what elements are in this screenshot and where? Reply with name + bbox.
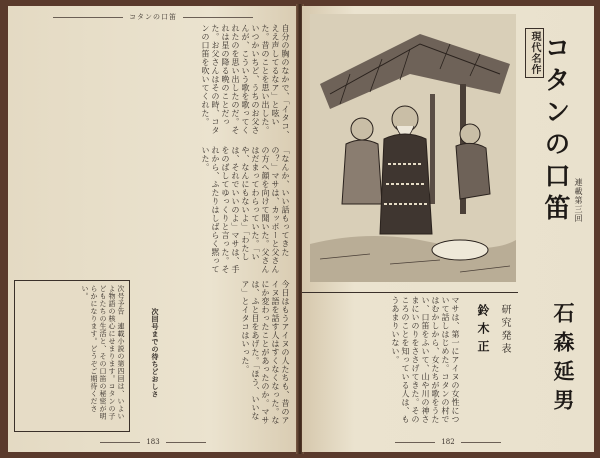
story-illustration — [310, 14, 516, 282]
story-title: コタンの口笛 — [540, 34, 570, 226]
right-page — [302, 6, 594, 452]
body-text-lower: 今日はもうアイヌの人たちも、昔のアイヌ語を話す人はすくなくなった。なにか変わったことがあったのか。マサは、ふと目をあげた。「ほう、いいなア」とイタコはいった。 — [241, 280, 290, 425]
running-head: コタンの口笛 — [8, 12, 298, 22]
notice-box — [14, 280, 130, 432]
research-byline — [462, 302, 518, 432]
body-text-upper: 自分の胸のなかで、「イタコ、ええ声してるなア」と呟いた。昔のことを思い出した。いつかいちど、うちのお父さんが、こういう歌を歌ってくれたのを思い出したのだ。それは星の降る晩のことだった。お父さんはその時、コタンの口笛を吹いてくれた。 — [201, 24, 290, 139]
author-block — [526, 302, 586, 442]
page-number-right: 182 — [302, 438, 594, 446]
research-heading: 研究発表 — [499, 304, 510, 356]
next-issue-heading — [130, 308, 160, 428]
title-block — [518, 28, 584, 288]
author-name: 石森延男 — [551, 302, 576, 418]
research-author: 鈴木正 — [476, 304, 490, 358]
next-issue-heading-text: 次回号までの待ちどおしさ — [151, 308, 160, 398]
research-body-text: マサは、第一にアイヌの女性について話しはじめた。コタンの村ではむかしから、女たちが歌をうたい、口笛をふいて、山や川の神さまにいのりをささげてきた。そのころのことを知っている人は、もうあまりいない。 — [391, 296, 460, 424]
serial-label: 連載第三回 — [574, 178, 583, 223]
series-label: 現代名作 — [525, 28, 544, 78]
section-divider — [302, 292, 518, 293]
notice-box-text: 次号予告 連載小説の第四回は、いよいよ物語の核心にせまります。コタンの子どもたちの生活と、その口笛の秘密が明らかになります。どうぞご期待ください。 — [81, 285, 125, 420]
illustration-figures — [310, 14, 516, 282]
body-text-middle: 「なんか、いい話もってきたの？」マサは、カッポーと父さんの方へ顔を向けて聞いた。父さんはだまってわらっていた。「いや、なんにもないよ」「わたしは、それでいいのよ」マサは、手をのばしてゆっくりと言った。それから、ふたりはしばらく黙っていた。 — [201, 146, 290, 274]
left-page — [8, 6, 298, 452]
page-number-left: 183 — [8, 438, 298, 446]
